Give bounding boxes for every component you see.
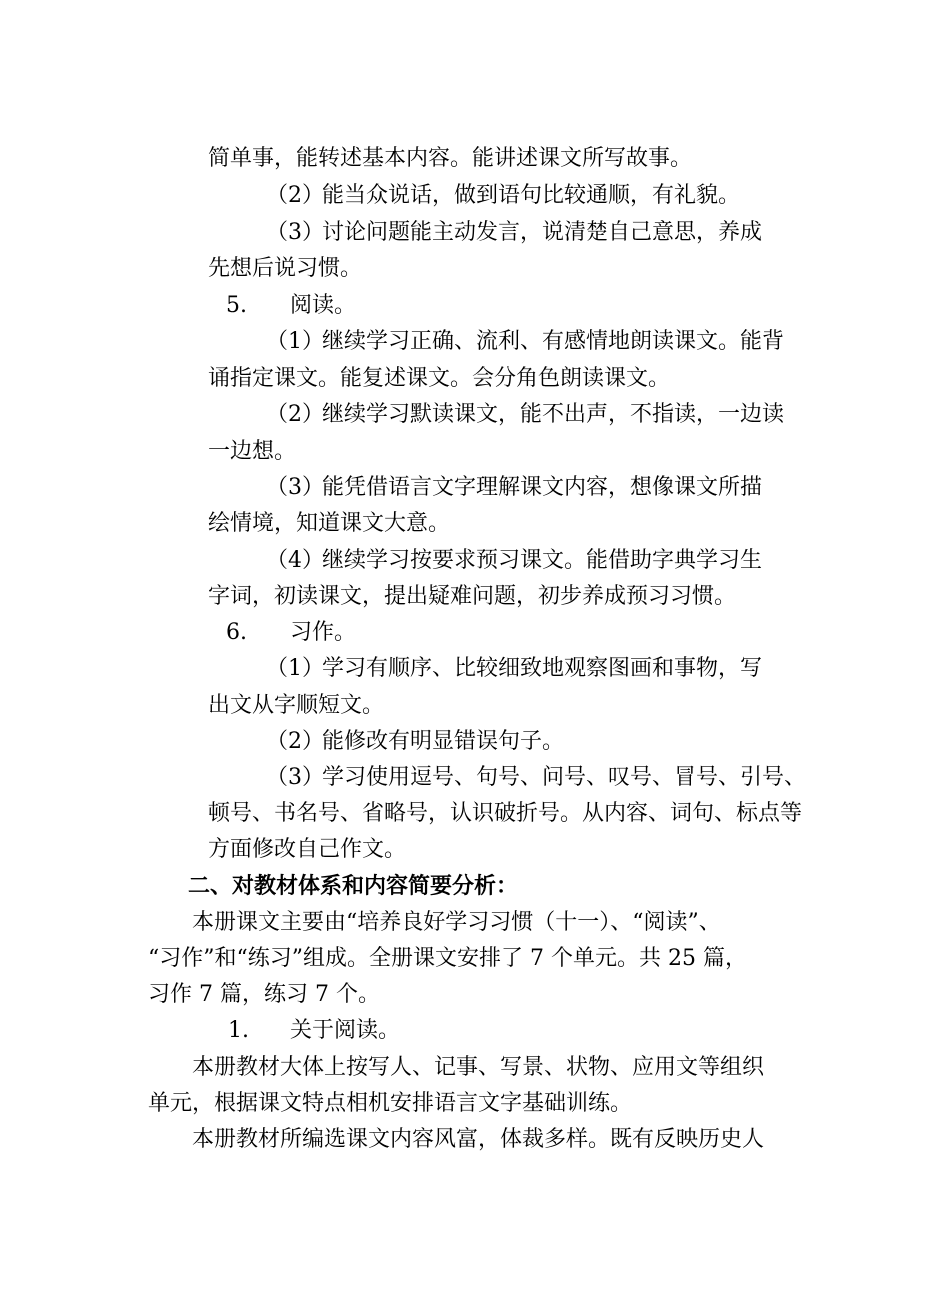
text-line: 方面修改自己作文。 <box>208 837 407 862</box>
list-item: （2）继续学习默读课文，能不出声，不指读，一边读 <box>266 397 784 433</box>
text-line: 出文从字顺短文。 <box>208 693 385 718</box>
item-number: （3） <box>266 765 324 790</box>
list-item: （3）讨论问题能主动发言，说清楚自己意思，养成 <box>266 215 762 251</box>
item-number: （3） <box>266 220 324 245</box>
list-item: （4）继续学习按要求预习课文。能借助字典学习生 <box>266 543 762 579</box>
text-line: 一边想。 <box>208 439 297 464</box>
text-line: 先想后说习惯。 <box>208 256 363 281</box>
item-number: 1. <box>228 1018 249 1043</box>
section-item: 6. 习作。 <box>226 615 356 651</box>
text-line: 简单事，能转述基本内容。能讲述课文所写故事。 <box>208 146 693 171</box>
section-item: 1. 关于阅读。 <box>228 1013 400 1049</box>
paragraph-line: 本册教材大体上按写人、记事、写景、状物、应用文等组织 <box>192 1055 765 1080</box>
text-line: 字词，初读课文，提出疑难问题，初步养成预习习惯。 <box>208 584 737 609</box>
paragraph-line: 单元，根据课文特点相机安排语言文字基础训练。 <box>148 1091 633 1116</box>
text-line: 绘情境，知道课文大意。 <box>208 511 451 536</box>
item-number: （2） <box>266 402 324 427</box>
paragraph-line: 本册课文主要由“培养良好学习习惯（十一）、“阅读”、 <box>192 910 721 935</box>
item-number: （2） <box>266 729 324 754</box>
paragraph-line: 本册教材所编选课文内容风富，体裁多样。既有反映历史人 <box>192 1127 765 1152</box>
text-line: 诵指定课文。能复述课文。会分角色朗读课文。 <box>208 366 671 391</box>
item-number: （1） <box>266 329 324 354</box>
list-item: （1）继续学习正确、流利、有感情地朗读课文。能背 <box>266 324 784 360</box>
list-item: （3）能凭借语言文字理解课文内容，想像课文所描 <box>266 470 762 506</box>
list-item: （2）能修改有明显错误句子。 <box>266 724 564 760</box>
item-number: （3） <box>266 475 324 500</box>
item-number: （2） <box>266 183 324 208</box>
section-heading: 二、对教材体系和内容简要分析： <box>188 873 519 899</box>
list-item: （2）能当众说话，做到语句比较通顺，有礼貌。 <box>266 178 740 214</box>
list-item: （3）学习使用逗号、句号、问号、叹号、冒号、引号、 <box>266 760 806 796</box>
item-number: （4） <box>266 548 324 573</box>
item-number: 6. <box>226 620 247 645</box>
paragraph-line: 习作 7 篇，练习 7 个。 <box>148 982 380 1007</box>
section-item: 5. 阅读。 <box>226 288 356 324</box>
text-line: 顿号、书名号、省略号，认识破折号。从内容、词句、标点等 <box>208 801 803 826</box>
paragraph-line: “习作”和“练习”组成。全册课文安排了 7 个单元。共 25 篇， <box>148 946 747 971</box>
list-item: （1）学习有顺序、比较细致地观察图画和事物，写 <box>266 651 762 687</box>
item-number: （1） <box>266 656 324 681</box>
item-number: 5. <box>226 293 247 318</box>
